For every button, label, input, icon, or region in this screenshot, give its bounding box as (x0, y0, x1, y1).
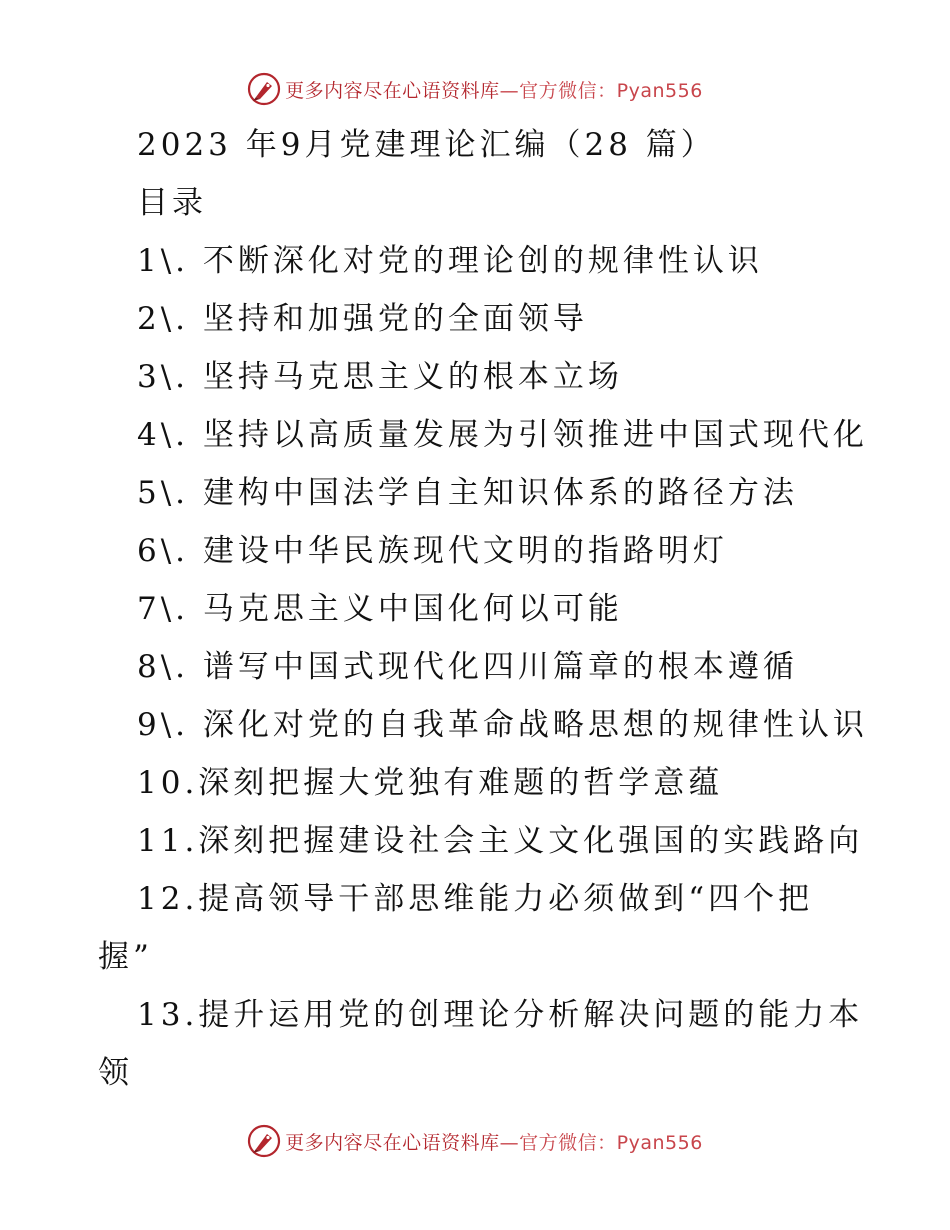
toc-item: 3\. 坚持马克思主义的根本立场 (137, 359, 623, 395)
watermark-account: —官方微信：Pyan556 (499, 79, 703, 102)
toc-item: 9\. 深化对党的自我革命战略思想的规律性认识 (137, 707, 868, 743)
toc-item: 5\. 建构中国法学自主知识体系的路径方法 (137, 475, 798, 511)
toc-item: 8\. 谱写中国式现代化四川篇章的根本遵循 (137, 649, 798, 685)
toc-item: 13.提升运用党的创理论分析解决问题的能力本 (137, 997, 864, 1033)
document-title: 2023 年9月党建理论汇编（28 篇） (137, 127, 716, 163)
toc-item: 2\. 坚持和加强党的全面领导 (137, 301, 588, 337)
toc-item-continuation: 领 (98, 1055, 133, 1091)
watermark-brand: 更多内容尽在心语资料库 (285, 1131, 500, 1154)
toc-item-continuation: 握” (98, 939, 153, 975)
watermark-brand: 更多内容尽在心语资料库 (285, 79, 500, 102)
toc-item: 10.深刻把握大党独有难题的哲学意蕴 (137, 765, 724, 801)
toc-item: 4\. 坚持以高质量发展为引领推进中国式现代化 (137, 417, 868, 453)
toc-item: 11.深刻把握建设社会主义文化强国的实践路向 (137, 823, 864, 859)
toc-item: 6\. 建设中华民族现代文明的指路明灯 (137, 533, 728, 569)
watermark-account: —官方微信：Pyan556 (499, 1131, 703, 1154)
pen-nib-icon (247, 1124, 281, 1158)
toc-item: 12.提高领导干部思维能力必须做到“四个把 (137, 881, 814, 917)
toc-item: 7\. 马克思主义中国化何以可能 (137, 591, 623, 627)
footer-watermark (0, 1124, 950, 1158)
toc-heading: 目录 (137, 185, 207, 221)
toc-item: 1\. 不断深化对党的理论创的规律性认识 (137, 243, 763, 279)
